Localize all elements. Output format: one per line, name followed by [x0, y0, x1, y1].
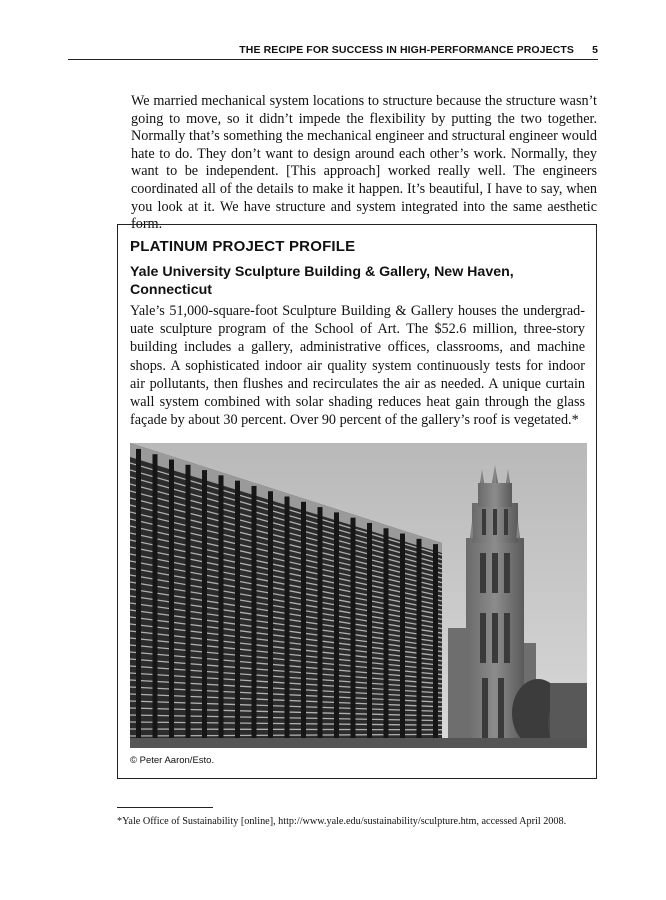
footnote: *Yale Office of Sustainability [online], http://www.yale.edu/sustainability/sculpture.htm, accessed April 2008. [117, 816, 567, 827]
page-number: 5 [592, 44, 598, 56]
building-photo [130, 443, 587, 748]
profile-heading: Yale University Sculpture Building & Gallery, New Haven, Connecticut [130, 264, 514, 298]
building-photo-illustration [130, 443, 587, 748]
footnote-rule [117, 807, 213, 808]
running-header [68, 38, 598, 60]
project-profile-box [117, 224, 597, 779]
running-title: THE RECIPE FOR SUCCESS IN HIGH-PERFORMANCE PROJECTS [239, 44, 574, 56]
photo-credit: © Peter Aaron/Esto. [130, 755, 215, 766]
intro-paragraph: We married mechanical system locations to structure because the structure wasn’t going to move, so it didn’t impede the flexibility by putting the two together. Normally that’s something the mechanical engineer and structural engineer would hate to do. They don’t want to design around each other’s work. Normally, they want to be independent. [This approach] worked really well. The engineers coordinated all of the details to make it happen. It’s beautiful, I have to say, when you look at it. We have structure and system integrated into the same aesthetic form. [131, 93, 597, 233]
profile-body: Yale’s 51,000-square-foot Sculpture Building & Gallery houses the undergraduate sculpture program of the School of Art. The $52.6 million, three-story building includes a gallery, administrative offices, classrooms, and machine shops. A sophisticated indoor air quality system continuously tests for indoor air pollutants, then flushes and recirculates the air as needed. A unique curtain wall system combined with solar shading reduces heat gain through the glass façade by about 30 percent. Over 90 percent of the gallery’s roof is vegetated.* [130, 303, 585, 429]
profile-label: PLATINUM PROJECT PROFILE [130, 238, 356, 255]
